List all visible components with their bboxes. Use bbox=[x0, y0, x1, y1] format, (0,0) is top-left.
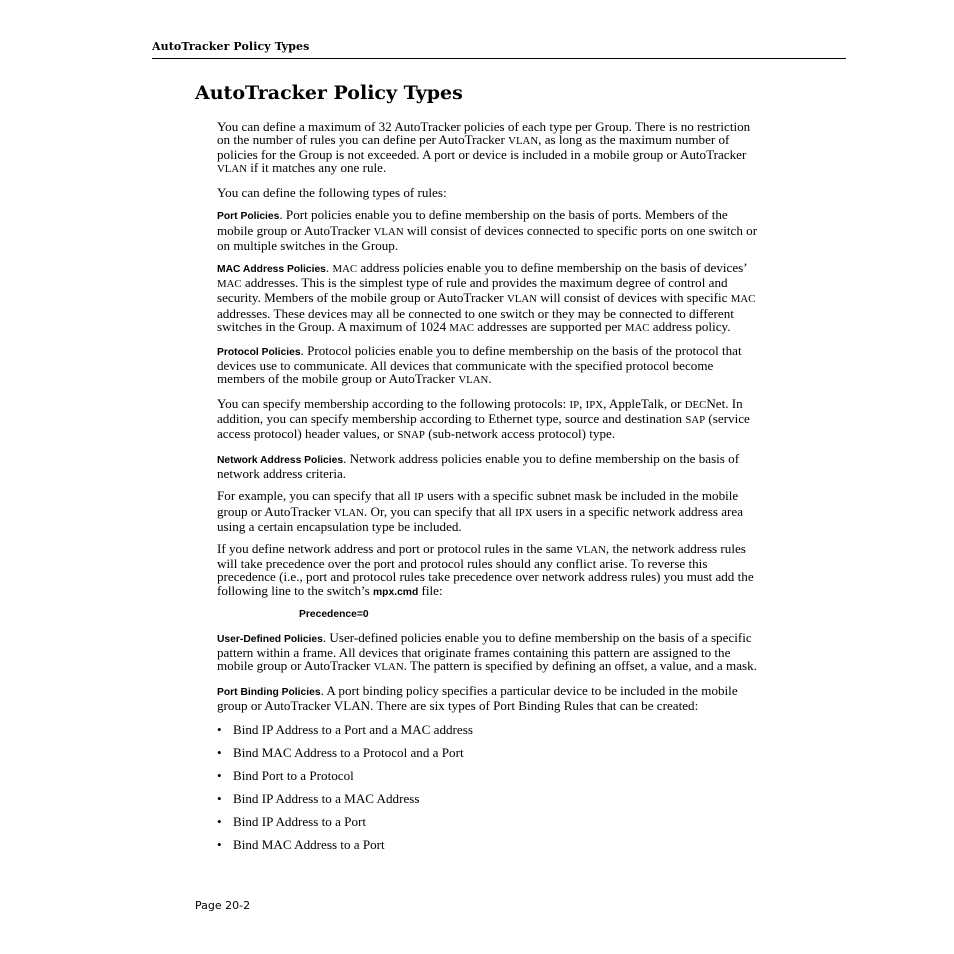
paragraph-text: addresses. This is the simplest type of rule and provides the maximum degree of control and security. Members of the mobile group or AutoTracker bbox=[217, 275, 728, 306]
mac-term: MAC bbox=[449, 321, 475, 334]
paragraph-text: . A port binding policy specifies a particular device to be included in the mobile group or AutoTracker VLAN. There are six types of Port Binding Rules that can be created: bbox=[217, 682, 738, 713]
paragraph-text: Net. In addition, you can specify membership according to Ethernet type, source and destination bbox=[217, 396, 743, 427]
vlan-term: VLAN bbox=[373, 225, 404, 238]
paragraph-text: If you define network address and port or protocol rules in the same bbox=[217, 541, 576, 557]
paragraph-text: file: bbox=[418, 582, 443, 598]
list-item bbox=[217, 792, 759, 805]
list-item-text: Bind IP Address to a MAC Address bbox=[233, 790, 420, 806]
network-example-paragraph bbox=[217, 489, 759, 532]
bullet-icon: • bbox=[217, 813, 222, 829]
list-item bbox=[217, 723, 759, 736]
paragraph-text: users with a specific subnet mask be included in the mobile group or AutoTracker bbox=[217, 488, 739, 519]
precedence-paragraph bbox=[217, 542, 759, 598]
mac-policies-paragraph bbox=[217, 261, 759, 334]
binding-rules-list bbox=[217, 723, 759, 851]
port-policies-paragraph bbox=[217, 208, 759, 251]
port-policies-heading: Port Policies bbox=[217, 211, 280, 223]
ip-term: IP bbox=[414, 491, 424, 504]
network-policies-heading: Network Address Policies bbox=[217, 454, 344, 466]
config-file-name: mpx.cmd bbox=[373, 586, 419, 598]
list-item bbox=[217, 769, 759, 782]
paragraph-text: . bbox=[488, 371, 492, 387]
bullet-icon: • bbox=[217, 744, 222, 760]
mac-policies-heading: MAC Address Policies bbox=[217, 264, 326, 276]
rule-types-paragraph: You can define the following types of rules: bbox=[217, 184, 447, 200]
paragraph-text: . Network address policies enable you to define membership on the basis of network address criteria. bbox=[217, 450, 740, 481]
list-item-text: Bind MAC Address to a Protocol and a Port bbox=[233, 744, 464, 760]
paragraph-text: will consist of devices with specific bbox=[536, 290, 731, 306]
protocol-detail-paragraph bbox=[217, 397, 759, 442]
sap-term: SAP bbox=[685, 414, 706, 427]
paragraph-text: , AppleTalk, or bbox=[603, 396, 685, 411]
paragraph-text: addresses are supported per bbox=[474, 318, 625, 334]
list-item-text: Bind MAC Address to a Port bbox=[233, 836, 385, 852]
vlan-term: VLAN bbox=[575, 544, 606, 557]
dec-term: DEC bbox=[684, 399, 707, 411]
list-item-text: Bind IP Address to a Port and a MAC address bbox=[233, 721, 473, 737]
protocol-policies-heading: Protocol Policies bbox=[217, 347, 301, 359]
bullet-icon: • bbox=[217, 767, 222, 783]
ip-term: IP bbox=[569, 399, 580, 411]
bullet-icon: • bbox=[217, 790, 222, 806]
paragraph-text: address policy. bbox=[649, 318, 731, 334]
mac-term: MAC bbox=[217, 278, 242, 291]
paragraph-text: , bbox=[579, 396, 586, 411]
mac-term: MAC bbox=[624, 321, 650, 334]
paragraph-text: . User-defined policies enable you to define membership on the basis of a specific pattern within a frame. All devices that originate frames containing this pattern are assigned to the mobile group or AutoTracker bbox=[217, 629, 752, 673]
body-text bbox=[217, 120, 759, 861]
paragraph-text: , the network address rules will take precedence over the port and protocol rules should any conflict arise. To reverse this precedence (i.e., port and protocol rules take precedence over network address rules) you must add the following line to the switch’s bbox=[217, 541, 754, 598]
vlan-term: VLAN bbox=[333, 506, 364, 519]
protocol-policies-paragraph bbox=[217, 344, 759, 387]
vlan-term: VLAN bbox=[458, 374, 489, 387]
paragraph-text: . Port policies enable you to define membership on the basis of ports. Members of the mobile group or AutoTracker bbox=[217, 207, 728, 238]
vlan-term: VLAN bbox=[373, 660, 404, 673]
list-item bbox=[217, 815, 759, 828]
mac-term: MAC bbox=[730, 293, 756, 306]
intro-paragraph bbox=[217, 120, 759, 176]
paragraph-text: . Protocol policies enable you to define membership on the basis of the protocol that devices use to communicate. All devices that communicate with the specified protocol become members of the mobile group or AutoTracker bbox=[217, 343, 742, 387]
paragraph-text: . The pattern is specified by defining an offset, a value, and a mask. bbox=[403, 657, 757, 673]
mac-term: MAC bbox=[332, 263, 358, 276]
paragraph-text: For example, you can specify that all bbox=[217, 488, 415, 504]
vlan-term: VLAN bbox=[508, 135, 539, 148]
page-number: Page 20-2 bbox=[195, 899, 251, 912]
ipx-term: IPX bbox=[515, 506, 533, 519]
intro-text: if it matches any one rule. bbox=[247, 160, 387, 176]
intro-text: , as long as the maximum number of policies for the Group is not exceeded. A port or device is included in a mobile group or AutoTracker bbox=[217, 132, 747, 163]
binding-policies-paragraph bbox=[217, 684, 759, 712]
list-item bbox=[217, 838, 759, 851]
ipx-term: IPX bbox=[585, 399, 604, 411]
paragraph-text: addresses. These devices may all be connected to one switch or they may be connected to different switches in the Group. A maximum of 1024 bbox=[217, 305, 734, 334]
list-item-text: Bind IP Address to a Port bbox=[233, 813, 367, 829]
paragraph-text: . Or, you can specify that all bbox=[363, 503, 516, 519]
paragraph-text: users in a specific network address area using a certain encapsulation type be included. bbox=[217, 503, 744, 534]
list-item-text: Bind Port to a Protocol bbox=[233, 767, 354, 783]
paragraph-text: . bbox=[325, 260, 333, 276]
bullet-icon: • bbox=[217, 721, 222, 737]
network-policies-paragraph bbox=[217, 452, 759, 480]
binding-policies-heading: Port Binding Policies bbox=[217, 686, 321, 698]
bullet-icon: • bbox=[217, 836, 222, 852]
vlan-term: VLAN bbox=[506, 293, 537, 306]
page-title: AutoTracker Policy Types bbox=[195, 82, 463, 104]
intro-text: You can define a maximum of 32 AutoTracker policies of each type per Group. There is no restriction on the number of rules you can define per AutoTracker bbox=[217, 119, 751, 148]
paragraph-text: will consist of devices connected to specific ports on one switch or on multiple switches in the Group. bbox=[217, 222, 758, 253]
vlan-term: VLAN bbox=[217, 163, 247, 176]
paragraph-text: You can specify membership according to the following protocols: bbox=[217, 396, 570, 411]
list-item bbox=[217, 746, 759, 759]
code-line: Precedence=0 bbox=[299, 609, 369, 621]
user-policies-heading: User-Defined Policies bbox=[217, 633, 323, 645]
paragraph-text: address policies enable you to define membership on the basis of devices’ bbox=[357, 260, 747, 276]
header-rule bbox=[152, 58, 846, 59]
user-policies-paragraph bbox=[217, 631, 759, 674]
paragraph-text: (service access protocol) header values, or bbox=[217, 411, 750, 442]
snap-term: SNAP bbox=[397, 429, 425, 442]
running-head: AutoTracker Policy Types bbox=[152, 40, 310, 53]
paragraph-text: (sub-network access protocol) type. bbox=[424, 426, 616, 442]
